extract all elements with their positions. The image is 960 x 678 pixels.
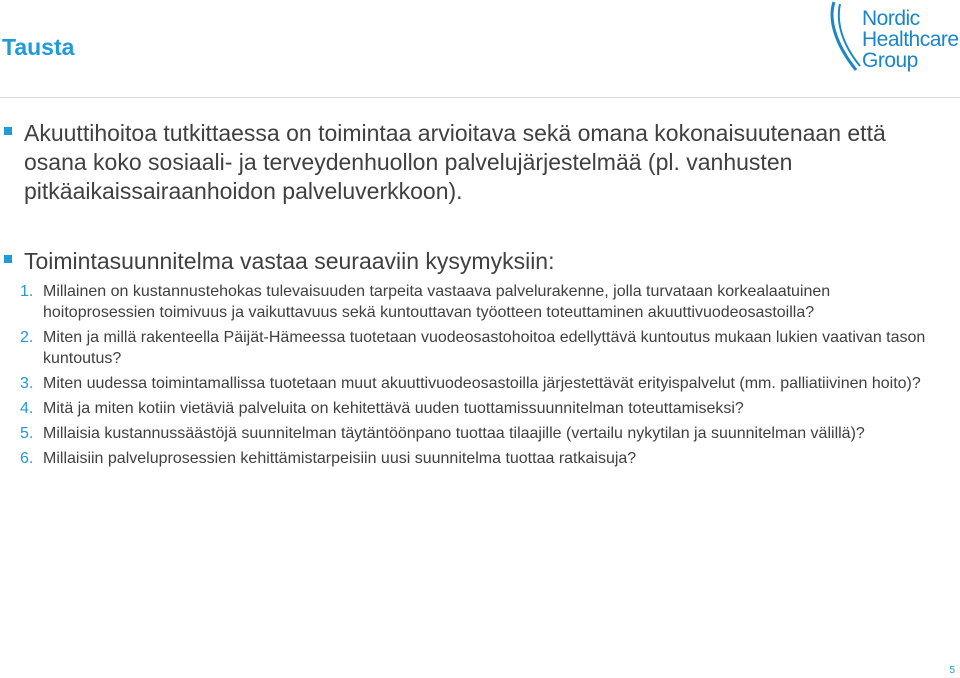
list-item xyxy=(20,373,940,394)
list-item xyxy=(20,281,940,323)
item-text: Millaisiin palveluprosessien kehittämistarpeisiin uusi suunnitelma tuottaa ratkaisuja? xyxy=(43,450,637,467)
square-bullet-icon xyxy=(4,255,12,263)
list-item xyxy=(20,423,940,444)
question-list xyxy=(20,281,940,473)
logo-line-1: Nordic xyxy=(862,7,920,30)
item-number: 6. xyxy=(20,450,34,467)
logo-swoosh-icon xyxy=(826,0,866,78)
item-text: Millainen on kustannustehokas tulevaisuuden tarpeita vastaava palvelurakenne, jolla turvataan korkealaatuinen hoitoprosessien toimivuus ja vaikuttavuus sekä kuntouttavan työotteen toteuttaminen akuuttivuodeosastoilla? xyxy=(43,283,831,321)
header-divider xyxy=(0,97,960,98)
bullet-item xyxy=(4,247,954,276)
item-number: 5. xyxy=(20,425,34,442)
list-item xyxy=(20,448,940,469)
item-number: 1. xyxy=(20,283,34,300)
page-number: 5 xyxy=(949,665,955,676)
item-text: Millaisia kustannussäästöjä suunnitelman täytäntöönpano tuottaa tilaajille (vertailu nykytilan ja suunnitelman välillä)? xyxy=(43,425,865,442)
item-text: Miten uudessa toimintamallissa tuotetaan muut akuuttivuodeosastoilla järjestettävät erityispalvelut (mm. palliatiivinen hoito)? xyxy=(43,375,921,392)
item-text: Miten ja millä rakenteella Päijät-Hämeessa tuotetaan vuodeosastohoitoa edellyttävä kuntoutus mukaan lukien vaativan tason kuntoutus? xyxy=(43,329,926,367)
bullet-text: Toimintasuunnitelma vastaa seuraaviin kysymyksiin: xyxy=(24,248,555,274)
logo-line-2: Healthcare xyxy=(862,28,959,51)
square-bullet-icon xyxy=(4,127,12,135)
slide-title: Tausta xyxy=(2,34,75,60)
bullet-item xyxy=(4,119,954,206)
item-number: 4. xyxy=(20,400,34,417)
nordic-healthcare-group-logo xyxy=(826,0,960,78)
item-text: Mitä ja miten kotiin vietäviä palveluita on kehitettävä uuden tuottamissuunnitelman toteuttamiseksi? xyxy=(43,400,744,417)
bullet-text: Akuuttihoitoa tutkittaessa on toimintaa arvioitava sekä omana kokonaisuutenaan että osana koko sosiaali- ja terveydenhuollon palvelujärjestelmää (pl. vanhusten pitkäaikaissairaanhoidon palveluverkkoon). xyxy=(24,120,886,204)
item-number: 2. xyxy=(20,329,34,346)
list-item xyxy=(20,327,940,369)
logo-line-3: Group xyxy=(862,49,918,72)
item-number: 3. xyxy=(20,375,34,392)
list-item xyxy=(20,398,940,419)
